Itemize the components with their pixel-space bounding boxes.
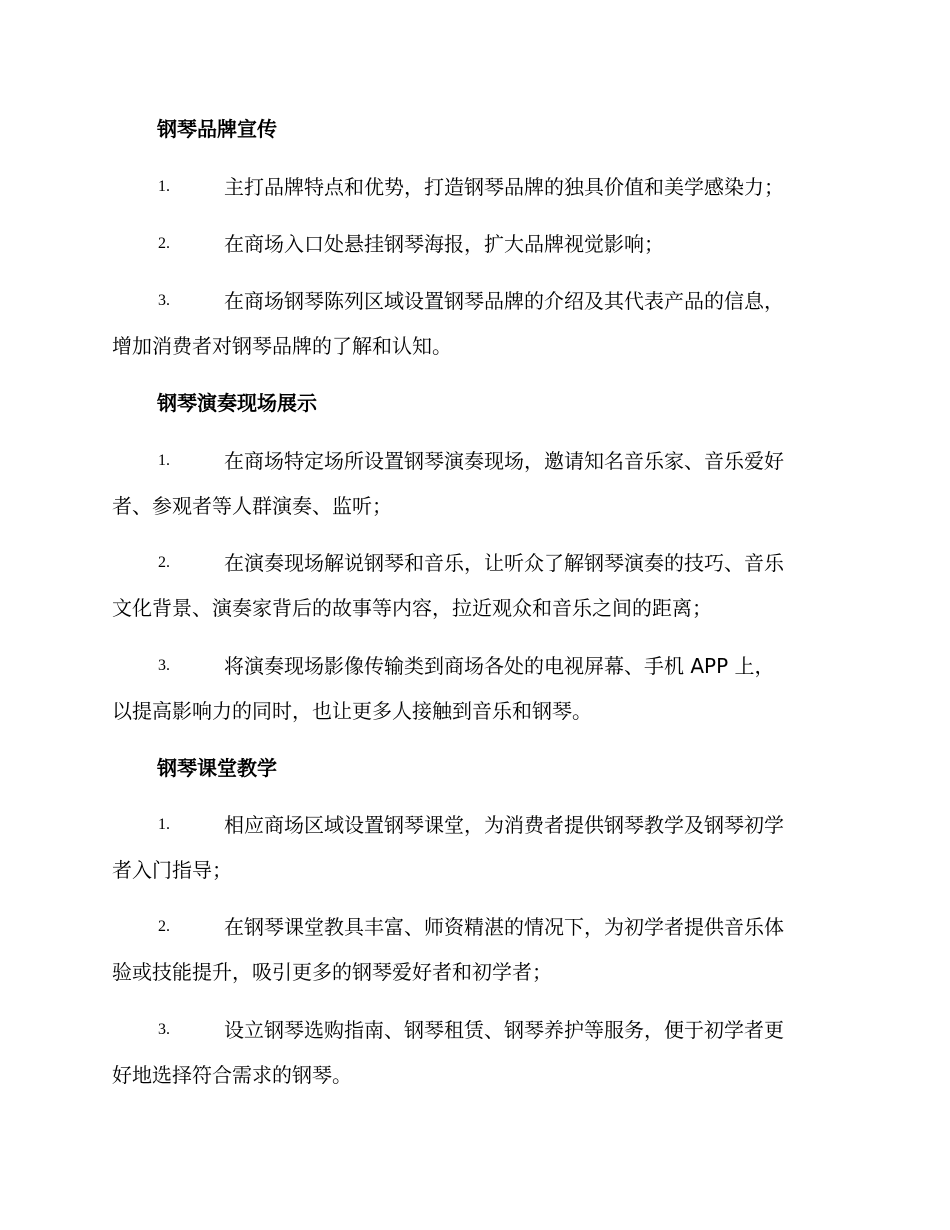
list-item-text: 在钢琴课堂教具丰富、师资精湛的情况下，为初学者提供音乐体: [224, 915, 784, 939]
list-item-number: 3.: [158, 657, 170, 674]
section-heading: 钢琴课堂教学: [157, 756, 277, 780]
list-item-number: 3.: [158, 1021, 170, 1038]
list-item-text-continued: 者入门指导；: [112, 858, 232, 882]
list-item-text-continued: 文化背景、演奏家背后的故事等内容，拉近观众和音乐之间的距离；: [112, 596, 712, 620]
list-item-number: 2.: [158, 235, 170, 252]
list-item-number: 2.: [158, 918, 170, 935]
list-item-text-continued: 以提高影响力的同时，也让更多人接触到音乐和钢琴。: [112, 699, 592, 723]
list-item-number: 1.: [158, 816, 170, 833]
list-item-text-continued: 好地选择符合需求的钢琴。: [112, 1063, 352, 1087]
list-item-text: 在演奏现场解说钢琴和音乐，让听众了解钢琴演奏的技巧、音乐: [224, 551, 784, 575]
list-item-number: 1.: [158, 178, 170, 195]
section-heading: 钢琴演奏现场展示: [157, 391, 317, 415]
list-item-text-continued: 者、参观者等人群演奏、监听；: [112, 494, 392, 518]
list-item-number: 3.: [158, 292, 170, 309]
list-item-text: 设立钢琴选购指南、钢琴租赁、钢琴养护等服务，便于初学者更: [224, 1018, 784, 1042]
list-item-text: 相应商场区域设置钢琴课堂，为消费者提供钢琴教学及钢琴初学: [224, 813, 784, 837]
list-item-number: 1.: [158, 452, 170, 469]
list-item-text: 在商场入口处悬挂钢琴海报，扩大品牌视觉影响；: [224, 232, 664, 256]
list-item-number: 2.: [158, 554, 170, 571]
list-item-text: 在商场钢琴陈列区域设置钢琴品牌的介绍及其代表产品的信息，: [224, 289, 784, 313]
list-item-text: 将演奏现场影像传输类到商场各处的电视屏幕、手机 APP 上，: [224, 654, 775, 678]
section-heading: 钢琴品牌宣传: [157, 117, 277, 141]
list-item-text-continued: 增加消费者对钢琴品牌的了解和认知。: [112, 334, 452, 358]
list-item-text: 在商场特定场所设置钢琴演奏现场，邀请知名音乐家、音乐爱好: [224, 449, 784, 473]
list-item-text: 主打品牌特点和优势，打造钢琴品牌的独具价值和美学感染力；: [224, 175, 784, 199]
list-item-text-continued: 验或技能提升，吸引更多的钢琴爱好者和初学者；: [112, 960, 552, 984]
